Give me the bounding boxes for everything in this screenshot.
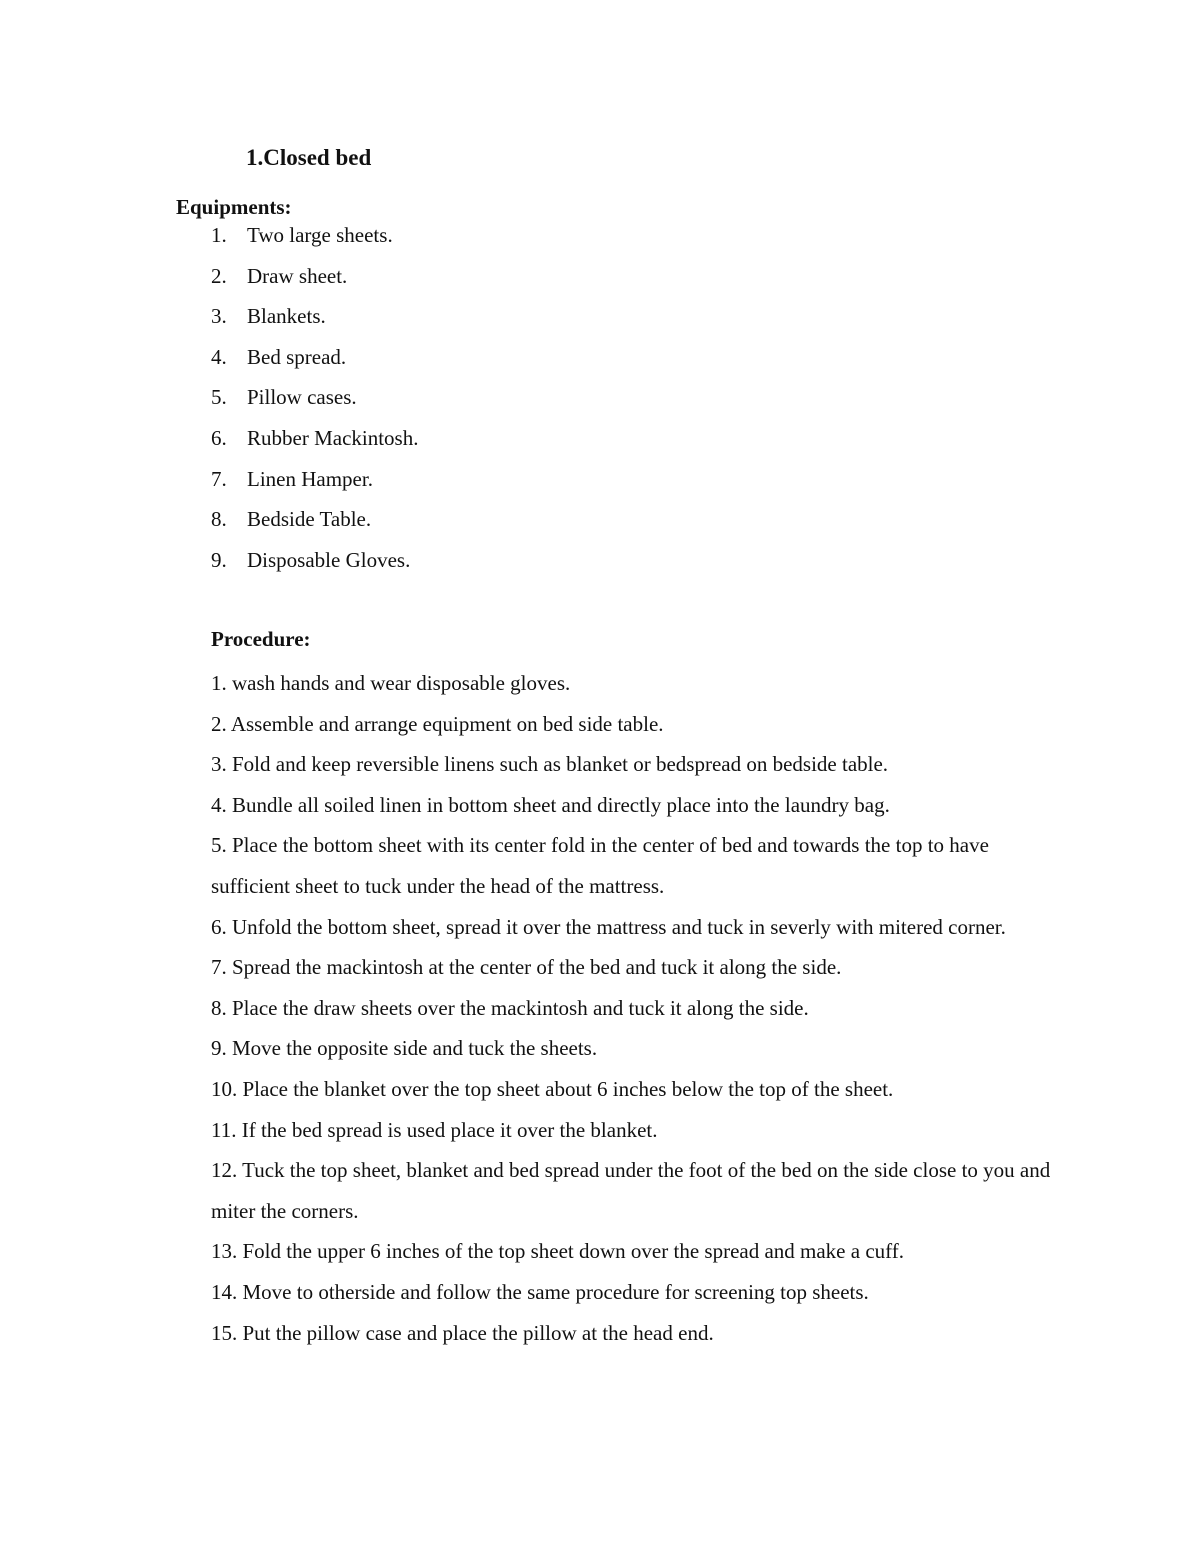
equipment-number: 5. <box>211 385 227 410</box>
equipments-heading: Equipments: <box>176 195 292 219</box>
procedure-step: 7. Spread the mackintosh at the center of the bed and tuck it along the side. <box>211 955 842 980</box>
document-title: 1.Closed bed <box>246 145 372 170</box>
procedure-step: 10. Place the blanket over the top sheet about 6 inches below the top of the sheet. <box>211 1076 894 1101</box>
procedure-step: 5. Place the bottom sheet with its center fold in the center of bed and towards the top to have sufficient sheet to tuck under the head of the mattress. <box>211 833 989 898</box>
equipment-text: Blankets. <box>247 304 326 329</box>
equipment-text: Rubber Mackintosh. <box>247 425 419 450</box>
equipment-text: Draw sheet. <box>247 263 348 288</box>
procedure-step: 14. Move to otherside and follow the same procedure for screening top sheets. <box>211 1279 869 1304</box>
equipment-text: Pillow cases. <box>247 385 357 410</box>
equipment-text: Linen Hamper. <box>247 466 373 491</box>
procedure-heading: Procedure: <box>211 627 311 651</box>
equipment-number: 3. <box>211 304 227 329</box>
equipment-text: Two large sheets. <box>247 223 393 247</box>
equipment-number: 4. <box>211 344 227 369</box>
procedure-step: 1. wash hands and wear disposable gloves. <box>211 671 571 695</box>
procedure-step: 13. Fold the upper 6 inches of the top sheet down over the spread and make a cuff. <box>211 1239 904 1264</box>
procedure-step: 6. Unfold the bottom sheet, spread it over the mattress and tuck in severly with mitered corner. <box>211 914 1006 939</box>
procedure-step: 11. If the bed spread is used place it over the blanket. <box>211 1117 658 1142</box>
equipment-number: 1. <box>211 223 227 247</box>
equipment-number: 7. <box>211 466 227 491</box>
procedure-step: 8. Place the draw sheets over the mackintosh and tuck it along the side. <box>211 995 809 1020</box>
equipment-number: 8. <box>211 507 227 532</box>
procedure-step: 15. Put the pillow case and place the pillow at the head end. <box>211 1320 714 1345</box>
procedure-step: 12. Tuck the top sheet, blanket and bed spread under the foot of the bed on the side close to you and miter the corners. <box>211 1158 1051 1223</box>
equipment-number: 6. <box>211 425 227 450</box>
equipment-text: Bed spread. <box>247 344 347 369</box>
procedure-step: 2. Assemble and arrange equipment on bed side table. <box>211 711 664 736</box>
equipment-number: 9. <box>211 547 227 572</box>
equipment-text: Bedside Table. <box>247 507 372 532</box>
procedure-step: 4. Bundle all soiled linen in bottom sheet and directly place into the laundry bag. <box>211 792 890 817</box>
equipment-text: Disposable Gloves. <box>247 547 411 572</box>
equipment-number: 2. <box>211 263 227 288</box>
procedure-list <box>211 663 1071 1353</box>
procedure-step: 3. Fold and keep reversible linens such as blanket or bedspread on bedside table. <box>211 752 889 777</box>
procedure-step: 9. Move the opposite side and tuck the sheets. <box>211 1036 598 1061</box>
